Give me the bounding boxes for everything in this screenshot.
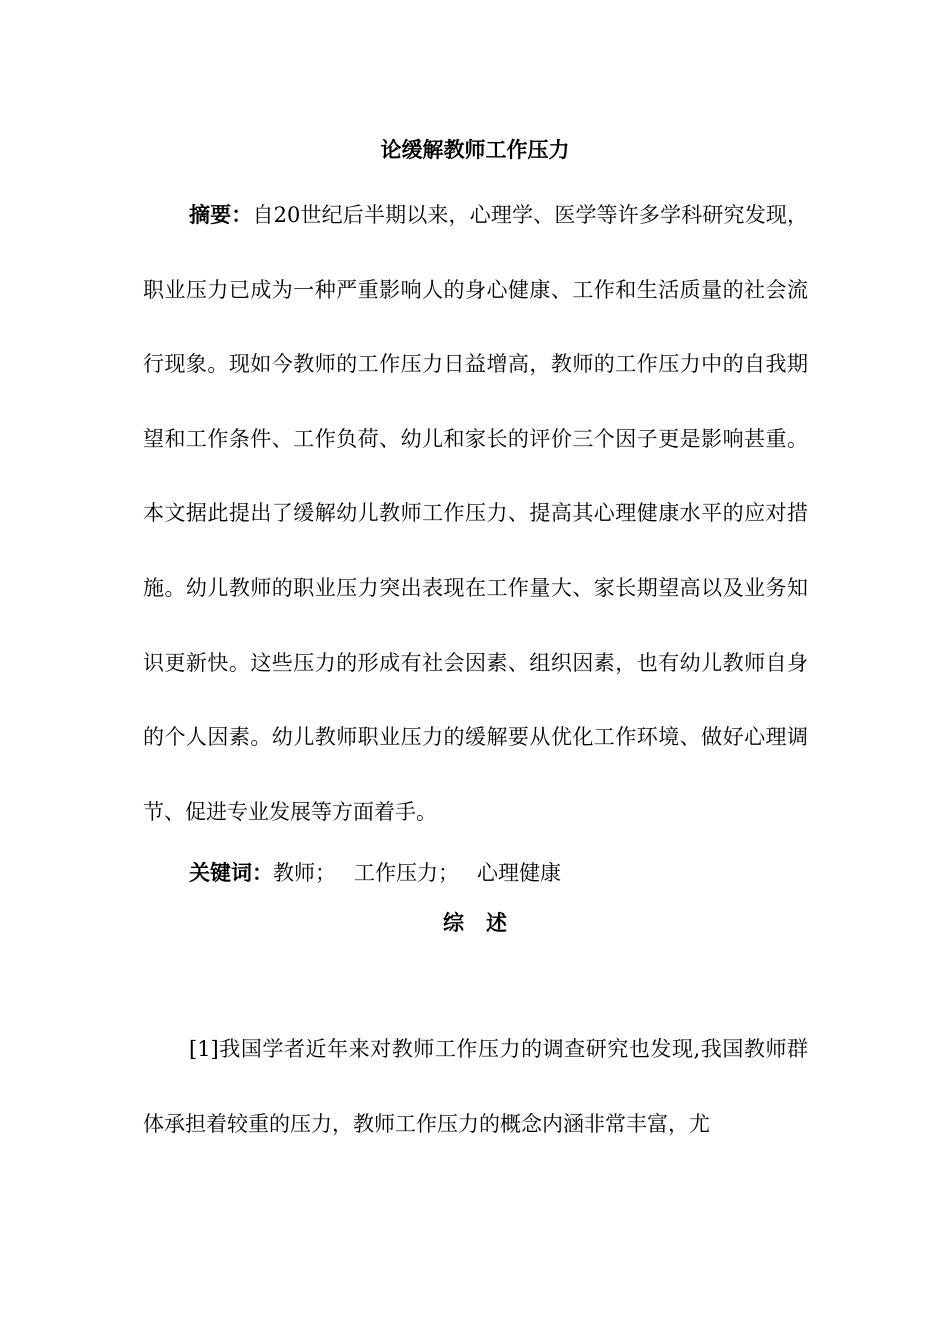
keyword-item: 心理健康 [477, 861, 561, 885]
abstract-label: 摘要： [189, 203, 253, 227]
abstract-text: 自20世纪后半期以来，心理学、医学等许多学科研究发现，职业压力已成为一种严重影响人的身心健康、工作和生活质量的社会流行现象。现如今教师的工作压力日益增高，教师的工作压力中的自我期望和工作条件、工作负荷、幼儿和家长的评价三个因子更是影响甚重。本文据此提出了缓解幼儿教师工作压力、提高其心理健康水平的应对措施。幼儿教师的职业压力突出表现在工作量大、家长期望高以及业务知识更新快。这些压力的形成有社会因素、组织因素，也有幼儿教师自身的个人因素。幼儿教师职业压力的缓解要从优化工作环境、做好心理调节、促进专业发展等方面着手。 [143, 203, 808, 824]
review-paragraph: [1]我国学者近年来对教师工作压力的调查研究也发现,我国教师群体承担着较重的压力，教师工作压力的概念内涵非常丰富，尤 [143, 1037, 808, 1136]
document-title: 论缓解教师工作压力 [380, 138, 570, 162]
keyword-item: 教师； [273, 861, 336, 885]
keywords-line [189, 856, 561, 890]
keywords-label: 关键词： [189, 861, 273, 885]
abstract-paragraph [143, 178, 808, 849]
section-heading: 综述 [443, 911, 529, 935]
keyword-item: 工作压力； [354, 861, 459, 885]
